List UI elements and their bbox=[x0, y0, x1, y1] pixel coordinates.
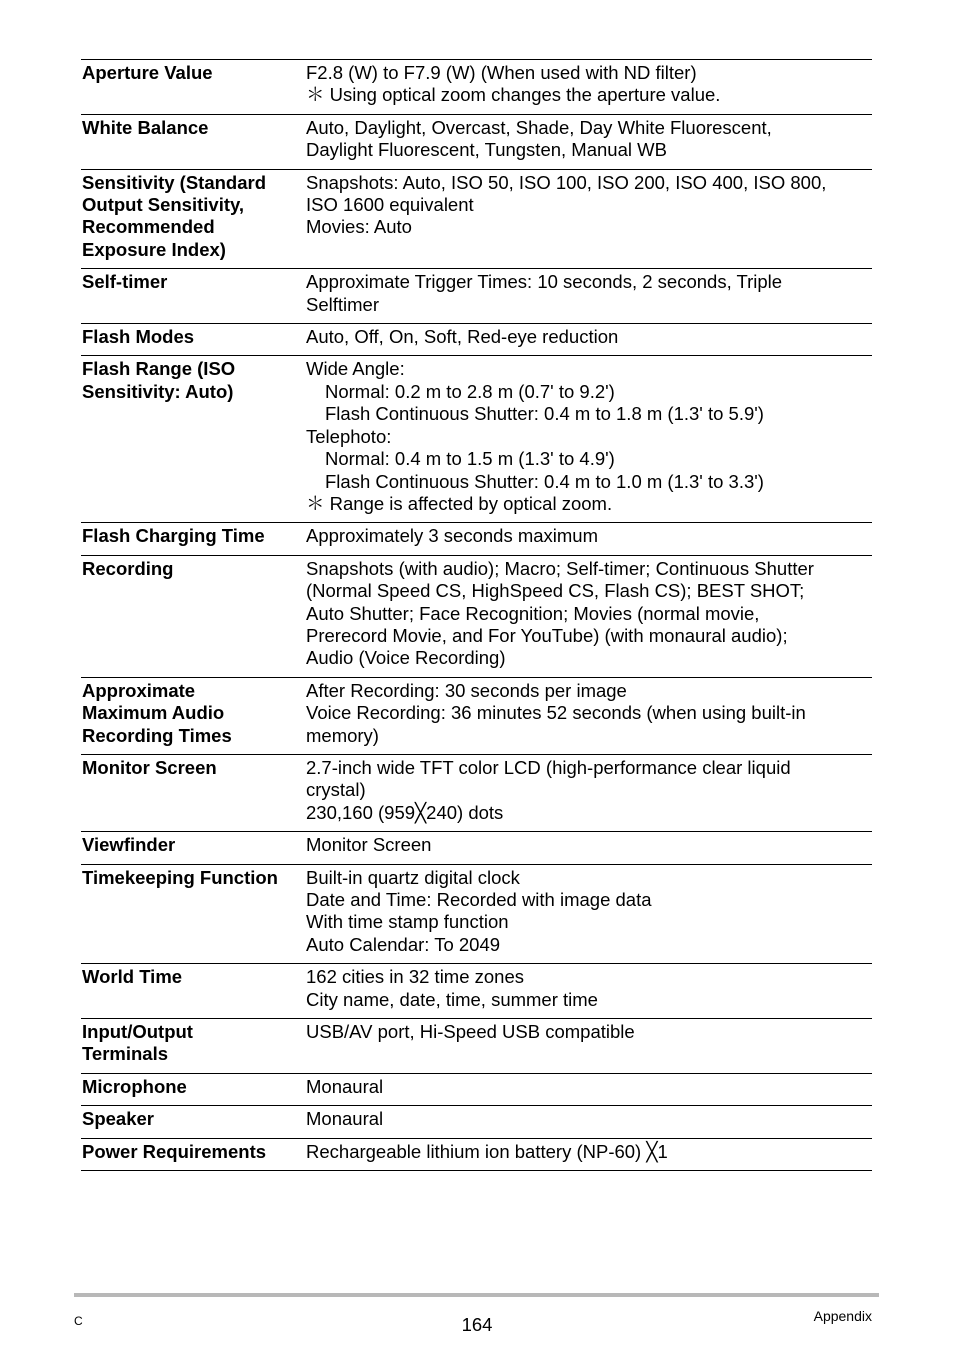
spec-row bbox=[81, 832, 872, 864]
spec-label-line: Sensitivity: Auto) bbox=[82, 380, 234, 402]
spec-label bbox=[81, 1019, 306, 1074]
section-name: Appendix bbox=[813, 1308, 872, 1324]
spec-value-line: 230,160 (959╳240) dots bbox=[306, 801, 504, 823]
spec-value-line: Snapshots (with audio); Macro; Self-timer; Continuous Shutter bbox=[306, 557, 814, 579]
spec-label-line: Flash Modes bbox=[82, 326, 195, 348]
spec-value-line: ISO 1600 equivalent bbox=[306, 194, 474, 216]
spec-label-line: Microphone bbox=[82, 1075, 187, 1097]
spec-row bbox=[81, 169, 872, 269]
spec-value-line: 2.7-inch wide TFT color LCD (high-performance clear liquid bbox=[306, 756, 791, 778]
spec-row bbox=[81, 964, 872, 1019]
spec-value-line: USB/AV port, Hi-Speed USB compatible bbox=[306, 1021, 635, 1043]
spec-value-line: Date and Time: Recorded with image data bbox=[306, 889, 652, 910]
spec-label-line: Input/Output bbox=[82, 1021, 193, 1043]
spec-label bbox=[81, 964, 306, 1019]
spec-label-line: Speaker bbox=[82, 1108, 154, 1130]
spec-row bbox=[81, 1106, 872, 1138]
spec-label-line: Recording Times bbox=[82, 724, 232, 746]
spec-label-line: Sensitivity (Standard bbox=[82, 171, 267, 193]
page-number: 164 bbox=[461, 1314, 493, 1335]
spec-row bbox=[81, 356, 872, 523]
spec-value-line: Normal: 0.2 m to 2.8 m (0.7' to 9.2') bbox=[325, 380, 615, 402]
spec-value-line: Built-in quartz digital clock bbox=[306, 866, 520, 888]
spec-value-line: Monaural bbox=[306, 1108, 384, 1130]
spec-value bbox=[306, 1138, 872, 1170]
spec-value-line: (Normal Speed CS, HighSpeed CS, Flash CS); BEST SHOT; bbox=[306, 580, 805, 602]
footer-rule bbox=[74, 1293, 879, 1297]
spec-row bbox=[81, 1138, 872, 1170]
spec-label-line: Monitor Screen bbox=[82, 756, 217, 778]
spec-value bbox=[306, 864, 872, 964]
spec-label bbox=[81, 754, 306, 831]
spec-label-line: World Time bbox=[82, 966, 183, 988]
spec-label bbox=[81, 1138, 306, 1170]
spec-value bbox=[306, 60, 872, 115]
spec-label-line: Recommended bbox=[82, 216, 215, 238]
spec-row bbox=[81, 864, 872, 964]
spec-value bbox=[306, 114, 872, 169]
spec-label bbox=[81, 1073, 306, 1105]
spec-value-line: Approximately 3 seconds maximum bbox=[306, 525, 598, 547]
spec-label-line: Timekeeping Function bbox=[82, 866, 278, 888]
spec-value-line: Telephoto: bbox=[306, 425, 392, 447]
spec-label bbox=[81, 60, 306, 115]
spec-label bbox=[81, 1106, 306, 1138]
spec-label bbox=[81, 269, 306, 324]
spec-value bbox=[306, 1073, 872, 1105]
spec-label-line: Power Requirements bbox=[82, 1140, 267, 1162]
spec-row bbox=[81, 60, 872, 115]
spec-value bbox=[306, 832, 872, 864]
footer-left-mark: C bbox=[74, 1314, 83, 1328]
spec-label-line: Approximate bbox=[82, 679, 196, 701]
spec-label bbox=[81, 169, 306, 269]
spec-label bbox=[81, 324, 306, 356]
spec-value-line: Rechargeable lithium ion battery (NP-60) ╳1 bbox=[306, 1140, 668, 1162]
spec-value-line: Snapshots: Auto, ISO 50, ISO 100, ISO 200, ISO 400, ISO 800, bbox=[306, 171, 827, 193]
spec-row bbox=[81, 1019, 872, 1074]
spec-row bbox=[81, 754, 872, 831]
spec-value-line: crystal) bbox=[306, 779, 366, 801]
spec-value-line: City name, date, time, summer time bbox=[306, 988, 598, 1010]
spec-label-line: Recording bbox=[82, 557, 174, 579]
spec-value-line: Wide Angle: bbox=[306, 358, 405, 380]
spec-label-line: Output Sensitivity, bbox=[82, 194, 245, 216]
spec-value-line: Auto Calendar: To 2049 bbox=[306, 933, 501, 955]
spec-value bbox=[306, 1106, 872, 1138]
spec-value-line: Auto Shutter; Face Recognition; Movies (normal movie, bbox=[306, 602, 760, 624]
spec-value bbox=[306, 964, 872, 1019]
spec-value-line: Audio (Voice Recording) bbox=[306, 647, 506, 669]
spec-value-line: Monitor Screen bbox=[306, 834, 432, 856]
spec-label-line: Aperture Value bbox=[82, 62, 213, 83]
spec-value bbox=[306, 269, 872, 324]
spec-label bbox=[81, 114, 306, 169]
spec-row bbox=[81, 523, 872, 555]
spec-label-line: Viewfinder bbox=[82, 834, 176, 856]
spec-value bbox=[306, 169, 872, 269]
spec-value bbox=[306, 1019, 872, 1074]
spec-value-line: Prerecord Movie, and For YouTube) (with monaural audio); bbox=[306, 624, 788, 646]
spec-value-line: Daylight Fluorescent, Tungsten, Manual WB bbox=[306, 139, 667, 161]
spec-row bbox=[81, 555, 872, 677]
spec-value bbox=[306, 555, 872, 677]
spec-label-line: Terminals bbox=[82, 1043, 169, 1065]
spec-label-line: Exposure Index) bbox=[82, 238, 226, 260]
spec-label bbox=[81, 832, 306, 864]
spec-value-line: With time stamp function bbox=[306, 911, 509, 933]
spec-row bbox=[81, 324, 872, 356]
spec-value-line: Normal: 0.4 m to 1.5 m (1.3' to 4.9') bbox=[325, 448, 615, 470]
spec-value-line: Movies: Auto bbox=[306, 216, 412, 238]
spec-label bbox=[81, 864, 306, 964]
spec-value bbox=[306, 677, 872, 754]
spec-value-line: Selftimer bbox=[306, 293, 379, 315]
spec-row bbox=[81, 1073, 872, 1105]
spec-value-line: 162 cities in 32 time zones bbox=[306, 966, 525, 988]
spec-value-line: Monaural bbox=[306, 1075, 384, 1097]
spec-label-line: Self-timer bbox=[82, 271, 168, 293]
spec-value bbox=[306, 754, 872, 831]
spec-value-line: Auto, Off, On, Soft, Red-eye reduction bbox=[306, 326, 619, 348]
spec-value-line: ＊ Using optical zoom changes the aperture value. bbox=[306, 84, 721, 106]
spec-label bbox=[81, 523, 306, 555]
spec-row bbox=[81, 114, 872, 169]
spec-label-line: Flash Range (ISO bbox=[82, 358, 236, 380]
spec-label-line: Flash Charging Time bbox=[82, 525, 265, 547]
spec-label bbox=[81, 555, 306, 677]
spec-label bbox=[81, 356, 306, 523]
spec-value bbox=[306, 324, 872, 356]
spec-value-line: F2.8 (W) to F7.9 (W) (When used with ND filter) bbox=[306, 62, 697, 83]
spec-value-line: memory) bbox=[306, 724, 379, 746]
spec-value bbox=[306, 356, 872, 523]
spec-label bbox=[81, 677, 306, 754]
spec-row bbox=[81, 269, 872, 324]
spec-value bbox=[306, 523, 872, 555]
spec-value-line: Flash Continuous Shutter: 0.4 m to 1.0 m (1.3' to 3.3') bbox=[325, 470, 764, 492]
spec-label-line: White Balance bbox=[82, 116, 209, 138]
spec-value-line: Auto, Daylight, Overcast, Shade, Day White Fluorescent, bbox=[306, 116, 772, 138]
spec-value-line: ＊ Range is affected by optical zoom. bbox=[306, 492, 613, 514]
spec-row bbox=[81, 677, 872, 754]
spec-value-line: Approximate Trigger Times: 10 seconds, 2 seconds, Triple bbox=[306, 271, 783, 293]
specifications-table bbox=[81, 59, 872, 1171]
spec-value-line: After Recording: 30 seconds per image bbox=[306, 679, 627, 701]
spec-label-line: Maximum Audio bbox=[82, 702, 225, 724]
spec-value-line: Voice Recording: 36 minutes 52 seconds (when using built-in bbox=[306, 702, 806, 724]
spec-value-line: Flash Continuous Shutter: 0.4 m to 1.8 m (1.3' to 5.9') bbox=[325, 403, 764, 425]
